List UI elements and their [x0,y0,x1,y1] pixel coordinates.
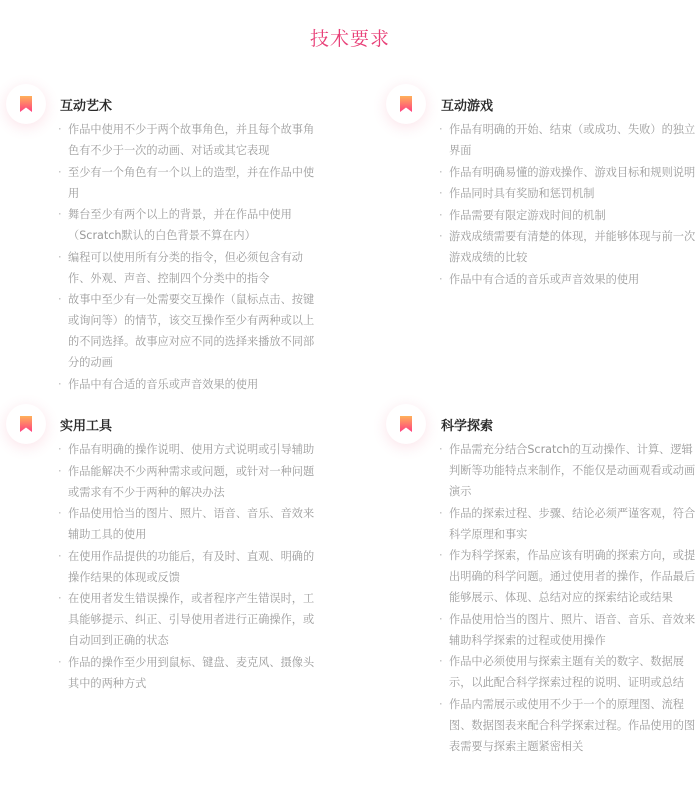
list-item: · 作品使用恰当的图片、照片、语音、音乐、音效来辅助工具的使用 [58,507,315,541]
list-item: · 作品内需展示或使用不少于一个的原理图、流程图、数据图表来配合科学探索过程。作品使用的图表需要与探索主题紧密相关 [439,697,696,753]
list-item: · 作品同时具有奖励和惩罚机制 [439,187,595,200]
requirement-list [438,119,700,290]
list-item: · 作品中使用不少于两个故事角色，并且每个故事角色有不少于一次的动画、对话或其它表现 [58,123,315,157]
requirement-list [57,119,319,395]
list-item: · 在使用作品提供的功能后，有及时、直观、明确的操作结果的体现或反馈 [58,549,315,584]
list-item: · 作品使用恰当的图片、照片、语音、音乐、音效来辅助科学探索的过程或使用操作 [439,612,696,647]
list-item: · 在使用者发生错误操作，或者程序产生错误时，工具能够提示、纠正、引导使用者进行正确操作，或自动回到正确的状态 [58,592,315,647]
list-item: · 作品的操作至少用到鼠标、键盘、麦克风、摄像头其中的两种方式 [58,655,315,690]
list-item: · 作品中必须使用与探索主题有关的数字、数据展示，以此配合科学探索过程的说明、证明或总结 [439,655,684,689]
page-title: 技术要求 [309,28,390,50]
list-item: · 至少有一个角色有一个以上的造型，并在作品中使用 [58,165,315,200]
section-badge [6,84,46,124]
section-badge [6,404,46,444]
section-badge [386,404,426,444]
list-item: · 作品有明确易懂的游戏操作、游戏目标和规则说明 [439,165,696,179]
bookmark-icon [399,96,413,112]
list-item: · 作为科学探索，作品应该有明确的探索方向，或提出明确的科学问题。通过使用者的操作，作品最后能够展示、体现、总结对应的探索结论或结果 [439,549,696,604]
list-item: · 游戏成绩需要有清楚的体现，并能够体现与前一次游戏成绩的比较 [439,230,696,264]
list-item: · 作品有明确的操作说明、使用方式说明或引导辅助 [58,443,315,456]
list-item: · 作品需充分结合Scratch的互动操作、计算、逻辑判断等功能特点来制作，不能仅是动画观看或动画演示 [439,443,696,498]
list-item: · 编程可以使用所有分类的指令，但必须包含有动作、外观、声音、控制四个分类中的指令 [58,250,303,285]
list-item: · 故事中至少有一处需要交互操作（鼠标点击、按键或询问等）的情节，该交互操作至少有两种或以上的不同选择。故事应对应不同的选择来播放不同部分的动画 [58,293,315,369]
list-item: · 舞台至少有两个以上的背景，并在作品中使用（Scratch默认的白色背景不算在内） [58,208,292,242]
bookmark-icon [399,416,413,432]
list-item: · 作品需要有限定游戏时间的机制 [439,208,606,222]
list-item: · 作品有明确的开始、结束（或成功、失败）的独立界面 [439,123,696,157]
bookmark-icon [19,96,33,112]
section-heading: 互动游戏 [441,99,494,114]
requirement-list [57,439,319,694]
list-item: · 作品中有合适的音乐或声音效果的使用 [439,272,640,286]
list-item: · 作品能解决不少两种需求或问题，或针对一种问题或需求有不少于两种的解决办法 [58,464,315,499]
list-item: · 作品中有合适的音乐或声音效果的使用 [58,377,259,391]
section-heading: 互动艺术 [60,99,113,114]
list-item: · 作品的探索过程、步骤、结论必须严谨客观，符合科学原理和事实 [439,506,696,541]
requirement-list [438,439,700,757]
bookmark-icon [19,416,33,432]
section-heading: 实用工具 [60,419,113,434]
section-badge [386,84,426,124]
section-heading: 科学探索 [441,419,494,434]
